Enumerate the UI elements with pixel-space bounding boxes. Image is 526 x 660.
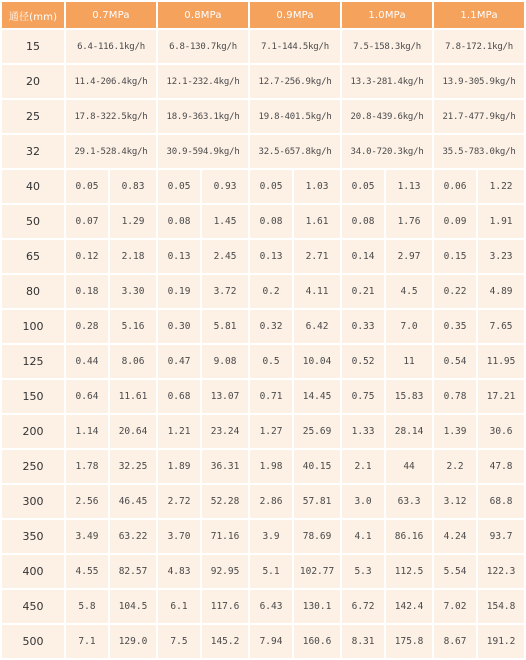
diameter-cell: 350	[2, 520, 64, 553]
flow-max-cell: 104.5	[110, 590, 156, 623]
diameter-cell: 125	[2, 345, 64, 378]
flow-max-cell: 36.31	[202, 450, 248, 483]
flow-min-cell: 0.05	[250, 170, 292, 203]
flow-max-cell: 1.91	[478, 205, 524, 238]
flow-min-cell: 0.15	[434, 240, 476, 273]
flow-max-cell: 160.6	[294, 625, 340, 658]
flow-range-cell: 7.8-172.1kg/h	[434, 30, 524, 63]
flow-max-cell: 1.13	[386, 170, 432, 203]
flow-min-cell: 0.44	[66, 345, 108, 378]
flow-max-cell: 154.8	[478, 590, 524, 623]
flow-max-cell: 68.8	[478, 485, 524, 518]
table-row	[2, 450, 524, 483]
flow-min-cell: 6.72	[342, 590, 384, 623]
header-diameter: 通径(mm)	[2, 2, 64, 28]
flow-min-cell: 0.13	[158, 240, 200, 273]
flow-max-cell: 32.25	[110, 450, 156, 483]
diameter-cell: 250	[2, 450, 64, 483]
flow-min-cell: 0.08	[158, 205, 200, 238]
table-row	[2, 345, 524, 378]
flow-max-cell: 1.22	[478, 170, 524, 203]
flow-range-cell: 13.3-281.4kg/h	[342, 65, 432, 98]
flow-max-cell: 28.14	[386, 415, 432, 448]
flow-min-cell: 1.78	[66, 450, 108, 483]
table-row	[2, 590, 524, 623]
flow-max-cell: 23.24	[202, 415, 248, 448]
flow-max-cell: 7.0	[386, 310, 432, 343]
header-row	[2, 2, 524, 28]
diameter-cell: 500	[2, 625, 64, 658]
flow-max-cell: 2.71	[294, 240, 340, 273]
flow-max-cell: 71.16	[202, 520, 248, 553]
flow-min-cell: 0.05	[342, 170, 384, 203]
flow-min-cell: 0.05	[66, 170, 108, 203]
flow-max-cell: 8.06	[110, 345, 156, 378]
diameter-cell: 450	[2, 590, 64, 623]
diameter-cell: 25	[2, 100, 64, 133]
flow-min-cell: 7.94	[250, 625, 292, 658]
flow-range-cell: 35.5-783.0kg/h	[434, 135, 524, 168]
flow-min-cell: 5.54	[434, 555, 476, 588]
flow-min-cell: 0.71	[250, 380, 292, 413]
flow-min-cell: 0.13	[250, 240, 292, 273]
flow-min-cell: 2.2	[434, 450, 476, 483]
flow-min-cell: 4.55	[66, 555, 108, 588]
flow-max-cell: 122.3	[478, 555, 524, 588]
flow-min-cell: 2.86	[250, 485, 292, 518]
flow-range-cell: 6.4-116.1kg/h	[66, 30, 156, 63]
flow-min-cell: 0.52	[342, 345, 384, 378]
flow-max-cell: 5.81	[202, 310, 248, 343]
flow-max-cell: 13.07	[202, 380, 248, 413]
flow-max-cell: 142.4	[386, 590, 432, 623]
flow-min-cell: 8.67	[434, 625, 476, 658]
flow-max-cell: 0.93	[202, 170, 248, 203]
flow-range-cell: 11.4-206.4kg/h	[66, 65, 156, 98]
flow-min-cell: 0.30	[158, 310, 200, 343]
diameter-cell: 300	[2, 485, 64, 518]
table-row	[2, 310, 524, 343]
flow-max-cell: 15.83	[386, 380, 432, 413]
flow-max-cell: 52.28	[202, 485, 248, 518]
flow-max-cell: 4.5	[386, 275, 432, 308]
flow-min-cell: 1.39	[434, 415, 476, 448]
table-row	[2, 65, 524, 98]
flow-min-cell: 0.05	[158, 170, 200, 203]
flow-max-cell: 30.6	[478, 415, 524, 448]
flow-max-cell: 2.45	[202, 240, 248, 273]
flow-range-cell: 7.5-158.3kg/h	[342, 30, 432, 63]
table-row	[2, 240, 524, 273]
flow-max-cell: 130.1	[294, 590, 340, 623]
flow-max-cell: 11	[386, 345, 432, 378]
header-pressure-1-1: 1.1MPa	[434, 2, 524, 28]
header-pressure-0-7: 0.7MPa	[66, 2, 156, 28]
table-row	[2, 625, 524, 658]
flow-max-cell: 175.8	[386, 625, 432, 658]
flow-max-cell: 1.03	[294, 170, 340, 203]
flow-min-cell: 0.06	[434, 170, 476, 203]
flow-min-cell: 0.33	[342, 310, 384, 343]
diameter-cell: 200	[2, 415, 64, 448]
table-row	[2, 520, 524, 553]
diameter-cell: 80	[2, 275, 64, 308]
flow-max-cell: 63.22	[110, 520, 156, 553]
flow-max-cell: 82.57	[110, 555, 156, 588]
header-pressure-1-0: 1.0MPa	[342, 2, 432, 28]
flow-range-cell: 6.8-130.7kg/h	[158, 30, 248, 63]
flow-min-cell: 0.75	[342, 380, 384, 413]
flow-max-cell: 5.16	[110, 310, 156, 343]
flow-min-cell: 0.14	[342, 240, 384, 273]
flow-min-cell: 4.24	[434, 520, 476, 553]
diameter-cell: 400	[2, 555, 64, 588]
table-row	[2, 380, 524, 413]
flow-min-cell: 0.68	[158, 380, 200, 413]
flow-min-cell: 0.54	[434, 345, 476, 378]
flow-min-cell: 5.8	[66, 590, 108, 623]
flow-min-cell: 0.19	[158, 275, 200, 308]
table-row	[2, 205, 524, 238]
table-row	[2, 135, 524, 168]
flow-min-cell: 1.27	[250, 415, 292, 448]
flow-min-cell: 0.78	[434, 380, 476, 413]
flow-min-cell: 3.9	[250, 520, 292, 553]
diameter-cell: 50	[2, 205, 64, 238]
flow-max-cell: 63.3	[386, 485, 432, 518]
diameter-cell: 15	[2, 30, 64, 63]
flow-max-cell: 117.6	[202, 590, 248, 623]
flow-min-cell: 6.43	[250, 590, 292, 623]
flow-range-cell: 21.7-477.9kg/h	[434, 100, 524, 133]
flow-min-cell: 0.08	[250, 205, 292, 238]
flow-range-cell: 17.8-322.5kg/h	[66, 100, 156, 133]
flow-max-cell: 1.61	[294, 205, 340, 238]
flow-max-cell: 46.45	[110, 485, 156, 518]
diameter-cell: 65	[2, 240, 64, 273]
flow-max-cell: 2.18	[110, 240, 156, 273]
flow-min-cell: 0.07	[66, 205, 108, 238]
flow-min-cell: 2.56	[66, 485, 108, 518]
flow-max-cell: 1.29	[110, 205, 156, 238]
diameter-cell: 150	[2, 380, 64, 413]
flow-max-cell: 4.11	[294, 275, 340, 308]
flow-min-cell: 4.83	[158, 555, 200, 588]
flow-min-cell: 3.12	[434, 485, 476, 518]
flow-max-cell: 44	[386, 450, 432, 483]
flow-max-cell: 112.5	[386, 555, 432, 588]
flow-range-cell: 29.1-528.4kg/h	[66, 135, 156, 168]
flow-max-cell: 78.69	[294, 520, 340, 553]
flow-max-cell: 102.77	[294, 555, 340, 588]
flow-range-cell: 12.1-232.4kg/h	[158, 65, 248, 98]
diameter-cell: 32	[2, 135, 64, 168]
flow-min-cell: 5.1	[250, 555, 292, 588]
flow-max-cell: 10.04	[294, 345, 340, 378]
flow-min-cell: 1.14	[66, 415, 108, 448]
flow-min-cell: 5.3	[342, 555, 384, 588]
flow-range-cell: 32.5-657.8kg/h	[250, 135, 340, 168]
flow-min-cell: 0.22	[434, 275, 476, 308]
flow-max-cell: 9.08	[202, 345, 248, 378]
flow-range-cell: 30.9-594.9kg/h	[158, 135, 248, 168]
flow-max-cell: 93.7	[478, 520, 524, 553]
flow-min-cell: 3.70	[158, 520, 200, 553]
flow-max-cell: 6.42	[294, 310, 340, 343]
flow-max-cell: 3.23	[478, 240, 524, 273]
flow-min-cell: 3.49	[66, 520, 108, 553]
flow-range-cell: 18.9-363.1kg/h	[158, 100, 248, 133]
flow-max-cell: 145.2	[202, 625, 248, 658]
flow-min-cell: 0.08	[342, 205, 384, 238]
table-row	[2, 415, 524, 448]
flow-max-cell: 14.45	[294, 380, 340, 413]
flow-max-cell: 92.95	[202, 555, 248, 588]
flow-min-cell: 1.98	[250, 450, 292, 483]
header-pressure-0-8: 0.8MPa	[158, 2, 248, 28]
flow-range-cell: 20.8-439.6kg/h	[342, 100, 432, 133]
flow-max-cell: 1.45	[202, 205, 248, 238]
flow-min-cell: 0.64	[66, 380, 108, 413]
flow-min-cell: 0.5	[250, 345, 292, 378]
diameter-cell: 20	[2, 65, 64, 98]
diameter-cell: 100	[2, 310, 64, 343]
flow-min-cell: 1.33	[342, 415, 384, 448]
flow-max-cell: 86.16	[386, 520, 432, 553]
table-row	[2, 100, 524, 133]
flow-min-cell: 7.02	[434, 590, 476, 623]
flow-max-cell: 1.76	[386, 205, 432, 238]
flow-max-cell: 3.72	[202, 275, 248, 308]
flow-min-cell: 7.1	[66, 625, 108, 658]
flow-max-cell: 129.0	[110, 625, 156, 658]
flow-range-cell: 19.8-401.5kg/h	[250, 100, 340, 133]
flow-range-cell: 13.9-305.9kg/h	[434, 65, 524, 98]
flow-min-cell: 0.2	[250, 275, 292, 308]
flow-max-cell: 7.65	[478, 310, 524, 343]
flow-max-cell: 191.2	[478, 625, 524, 658]
flow-min-cell: 0.18	[66, 275, 108, 308]
flow-max-cell: 2.97	[386, 240, 432, 273]
flow-max-cell: 40.15	[294, 450, 340, 483]
flow-max-cell: 57.81	[294, 485, 340, 518]
flow-min-cell: 0.12	[66, 240, 108, 273]
table-row	[2, 275, 524, 308]
flow-max-cell: 11.95	[478, 345, 524, 378]
flow-max-cell: 47.8	[478, 450, 524, 483]
header-pressure-0-9: 0.9MPa	[250, 2, 340, 28]
flow-min-cell: 1.21	[158, 415, 200, 448]
flow-max-cell: 11.61	[110, 380, 156, 413]
flow-max-cell: 0.83	[110, 170, 156, 203]
flow-max-cell: 4.89	[478, 275, 524, 308]
flow-min-cell: 4.1	[342, 520, 384, 553]
flow-max-cell: 25.69	[294, 415, 340, 448]
flow-min-cell: 2.72	[158, 485, 200, 518]
flow-min-cell: 6.1	[158, 590, 200, 623]
flow-min-cell: 7.5	[158, 625, 200, 658]
flow-range-cell: 7.1-144.5kg/h	[250, 30, 340, 63]
flow-min-cell: 0.21	[342, 275, 384, 308]
flow-max-cell: 17.21	[478, 380, 524, 413]
flow-min-cell: 2.1	[342, 450, 384, 483]
flow-min-cell: 1.89	[158, 450, 200, 483]
flow-min-cell: 0.47	[158, 345, 200, 378]
table-row	[2, 30, 524, 63]
flow-min-cell: 0.35	[434, 310, 476, 343]
flow-max-cell: 20.64	[110, 415, 156, 448]
table-row	[2, 485, 524, 518]
flow-min-cell: 3.0	[342, 485, 384, 518]
table-row	[2, 170, 524, 203]
flow-min-cell: 8.31	[342, 625, 384, 658]
flow-range-cell: 12.7-256.9kg/h	[250, 65, 340, 98]
flow-min-cell: 0.28	[66, 310, 108, 343]
flow-max-cell: 3.30	[110, 275, 156, 308]
flow-range-cell: 34.0-720.3kg/h	[342, 135, 432, 168]
table-row	[2, 555, 524, 588]
flow-min-cell: 0.09	[434, 205, 476, 238]
flow-min-cell: 0.32	[250, 310, 292, 343]
diameter-cell: 40	[2, 170, 64, 203]
